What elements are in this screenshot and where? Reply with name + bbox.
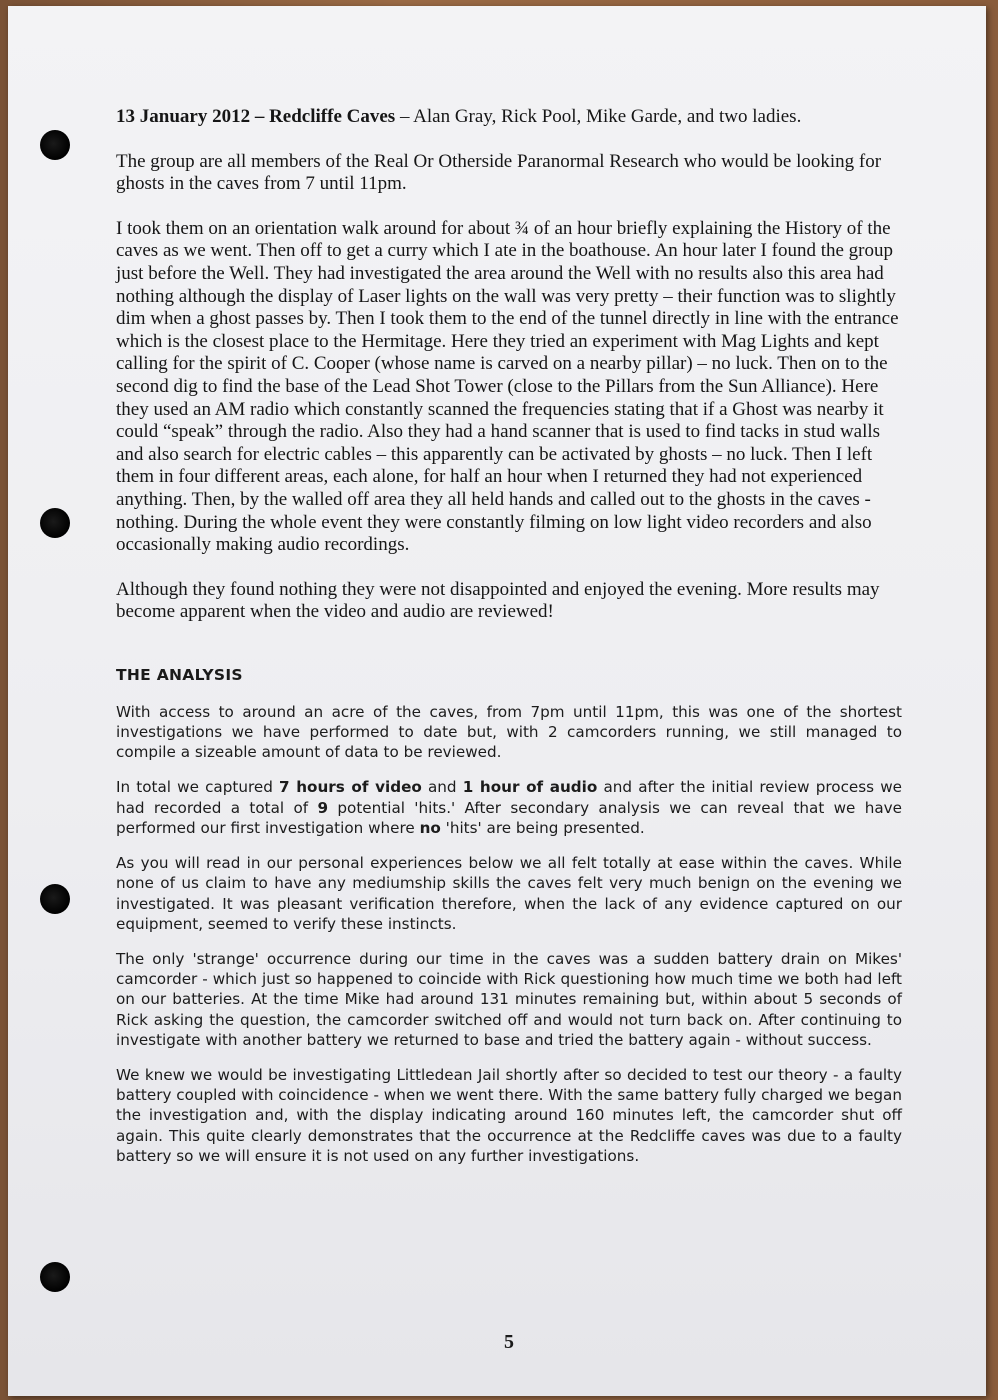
analysis-paragraph — [116, 777, 902, 838]
text-run: In total we captured — [116, 778, 280, 797]
paragraph: Although they found nothing they were not disappointed and enjoyed the evening. More results may become apparent when the video and audio are reviewed! — [116, 578, 880, 623]
punch-hole — [40, 508, 70, 538]
text-run: and after the initial review process we had recorded a total of — [116, 778, 903, 817]
analysis-paragraph: With access to around an acre of the caves, from 7pm until 11pm, this was one of the shortest investigations we have performed to date but, with 2 camcorders running, we still managed to compile a sizeable amount of data to be reviewed. — [116, 702, 902, 762]
page-number: 5 — [504, 1331, 514, 1353]
punch-hole — [40, 884, 70, 914]
paragraph: The group are all members of the Real Or Otherside Paranormal Research who would be looking for ghosts in the caves from 7 until 11pm. — [116, 150, 882, 195]
text-run: potential 'hits.' After secondary analysis we can reveal that we have performed our first investigation where — [116, 798, 903, 837]
punch-hole — [40, 130, 70, 160]
analysis-paragraph: As you will read in our personal experiences below we all felt totally at ease within the caves. While none of us claim to have any mediumship skills the caves felt very much benign on the evening we investigated. It was pleasant verification therefore, when the lack of any evidence captured on our equipment, seemed to verify these instincts. — [116, 854, 902, 933]
text-run: 'hits' are being presented. — [440, 818, 645, 837]
analysis-paragraph: We knew we would be investigating Littledean Jail shortly after so decided to test our theory - a faulty battery coupled with coincidence - when we went there. With the same battery fully charged we began the investigation and, with the display indicating around 160 minutes left, the camcorder shut off again. This quite clearly demonstrates that the occurrence at the Redcliffe caves was due to a faulty battery so we will ensure it is not used on any further investigations. — [116, 1065, 902, 1165]
bold-run: 1 hour of audio — [462, 778, 598, 797]
paragraph: I took them on an orientation walk around for about ¾ of an hour briefly explaining the History of the caves as we went. Then off to get a curry which I ate in the boathouse. An hour later I found the group just before the Well. They had investigated the area around the Well with no results also this area had nothing although the display of Laser lights on the wall was very pretty – their function was to slightly dim when a ghost passes by. Then I took them to the end of the tunnel directly in line with the entrance which is the closest place to the Hermitage. Here they tried an experiment with Mag Lights and kept calling for the spirit of C. Cooper (whose name is carved on a nearby pillar) – no luck. Then on to the second dig to find the base of the Lead Shot Tower (close to the Pillars from the Sun Alliance). Here they used an AM radio which constantly scanned the frequencies stating that if a Ghost was nearby it could “speak” through the radio. Also they had a hand scanner that is used to find tacks in stud walls and also search for electric cables – this apparently can be activated by ghosts – no luck. Then I left them in four different areas, each alone, for half an hour when I returned they had not experienced anything. Then, by the walled off area they all held hands and called out to the ghosts in the caves - nothing. During the whole event they were constantly filming on low light video recorders and also occasionally making audio recordings. — [116, 217, 899, 556]
section-heading: THE ANALYSIS — [116, 665, 243, 684]
text-run: and — [421, 778, 463, 797]
entry-date: 13 January 2012 – — [116, 106, 265, 127]
page-content — [116, 106, 902, 1181]
entry-people: – Alan Gray, Rick Pool, Mike Garde, and two ladies. — [395, 106, 802, 127]
bold-run: no — [419, 818, 441, 837]
bold-run: 7 hours of video — [279, 778, 422, 797]
bold-run: 9 — [317, 798, 329, 817]
analysis-paragraph: The only 'strange' occurrence during our time in the caves was a sudden battery drain on Mikes' camcorder - which just so happened to coincide with Rick questioning how much time we both had left on our batteries. At the time Mike had around 131 minutes remaining but, within about 5 seconds of Rick asking the question, the camcorder switched off and would not turn back on. After continuing to investigate with another battery we returned to base and tried the battery again - without success. — [116, 949, 902, 1049]
entry-heading — [116, 106, 902, 129]
entry-location: Redcliffe Caves — [269, 106, 396, 127]
document-page — [8, 6, 986, 1396]
punch-hole — [40, 1262, 70, 1292]
